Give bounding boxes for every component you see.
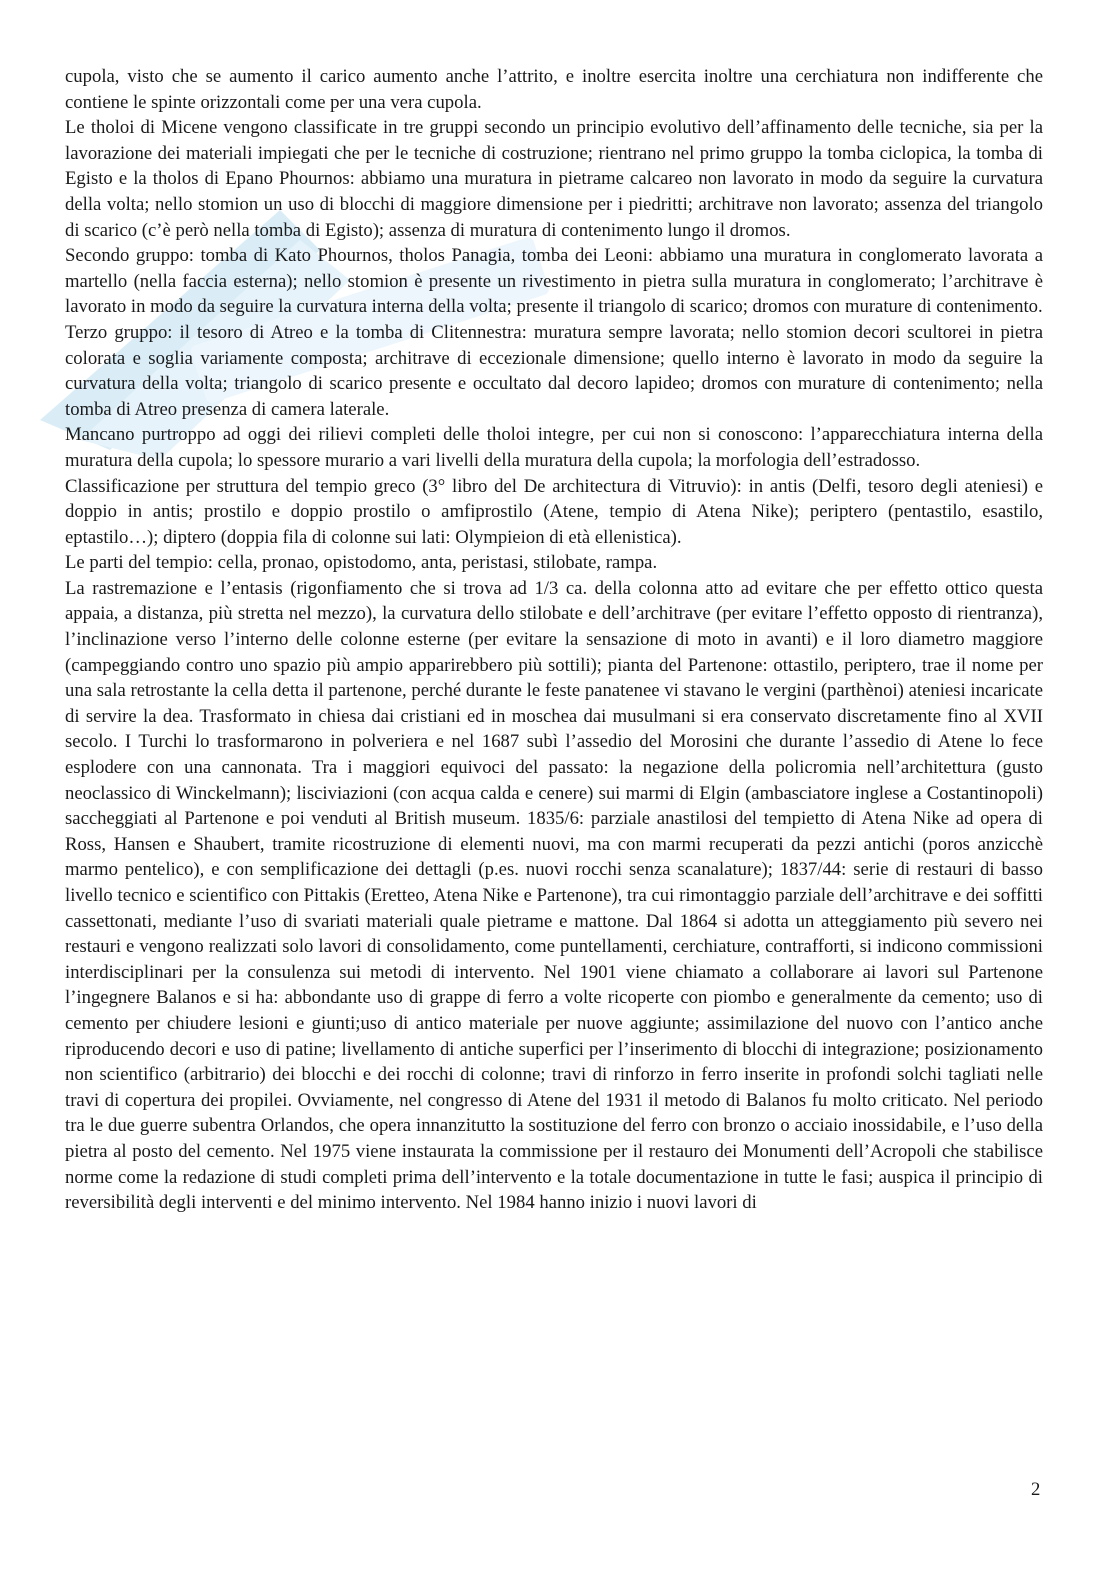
paragraph-cupola-continuation: cupola, visto che se aumento il carico aumento anche l’attrito, e inoltre esercita inoltre una cerchiatura non indifferente che contiene le spinte orizzontali come per una vera cupola. (65, 66, 1043, 113)
paragraph-terzo-gruppo: Terzo gruppo: il tesoro di Atreo e la tomba di Clitennestra: muratura sempre lavorata; nello stomion decori scultorei in pietra colorata e soglia variamente composta; architrave di eccezionale dimensione; quello interno è lavorato in modo da seguire la curvatura della volta; triangolo di scarico presente e occultato dal decoro lapideo; dromos con murature di contenimento; nella tomba di Atreo presenza di camera laterale. (65, 321, 1043, 420)
paragraph-partenone-restauri: La rastremazione e l’entasis (rigonfiamento che si trova ad 1/3 ca. della colonna atto ad evitare che per effetto ottico questa appaia, a distanza, più stretta nel mezzo), la curvatura dello stilobate e dell’architrave (per evitare l’effetto opposto di rientranza), l’inclinazione verso l’interno delle colonne esterne (per evitare la sensazione di moto in avanti) e il loro diametro maggiore (campeggiando contro uno spazio più ampio apparirebbero più sottili); pianta del Partenone: ottastilo, periptero, trae il nome per una sala retrostante la cella detta il partenone, perché durante le feste panatenee vi stavano le vergini (parthènoi) ateniesi incaricate di servire la dea. Trasformato in chiesa dai cristiani ed in moschea dai musulmani si era conservato discretamente fino al XVII secolo. I Turchi lo trasformarono in polveriera e nel 1687 subì l’assedio del Morosini che durante l’assedio di Atene lo fece esplodere con una cannonata. Tra i maggiori equivoci del passato: la negazione della policromia nell’architettura (gusto neoclassico di Winckelmann); lisciviazioni (con acqua calda e cenere) sui marmi di Elgin (ambasciatore inglese a Costantinopoli) saccheggiati al Partenone e poi venduti al British museum. 1835/6: parziale anastilosi del tempietto di Atena Nike ad opera di Ross, Hansen e Shaubert, tramite ricostruzione di elementi nuovi, ma con marmi recuperati da pezzi antichi (poros anzicchè marmo pentelico), e con semplificazione dei dettagli (p.es. nuovi rocchi senza scanalature); 1837/44: serie di restauri di basso livello tecnico e scientifico con Pittakis (Eretteo, Atena Nike e Partenone), tra cui rimontaggio parziale dell’architrave e dei soffitti cassettonati, mediante l’uso di svariati materiali quale pietrame e mattone. Dal 1864 si adotta un atteggiamento più severo nei restauri e vengono realizzati solo lavori di consolidamento, come puntellamenti, cerchiature, contrafforti, si indicono commissioni interdisciplinari per la consulenza sui metodi di intervento. Nel 1901 viene chiamato a collaborare ai lavori sul Partenone l’ingegnere Balanos e si ha: abbondante uso di grappe di ferro a volte ricoperte con piombo e generalmente da cemento; uso di cemento per chiudere lesioni e giunti;uso di antico materiale per nuove aggiunte; assimilazione del nuovo con l’antico anche riproducendo decori e uso di patine; livellamento di antiche superfici per l’inserimento di blocchi di integrazione; posizionamento non scientifico (arbitrario) dei blocchi e dei rocchi di colonne; travi di rinforzo in ferro inserite in profondi solchi tagliati nelle travi di copertura dei propilei. Ovviamente, nel congresso di Atene del 1931 il metodo di Balanos fu molto criticato. Nel periodo tra le due guerre subentra Orlandos, che opera innanzitutto la sostituzione del ferro con bronzo o acciaio inossidabile, e l’uso della pietra al posto del cemento. Nel 1975 viene instaurata la commissione per il restauro dei Monumenti dell’Acropoli che stabilisce norme come la redazione di studi completi prima dell’intervento e la totale documentazione in tutte le fasi; auspica il principio di reversibilità degli interventi e del minimo intervento. Nel 1984 hanno inizio i nuovi lavori di (65, 577, 1043, 1214)
page-number: 2 (1031, 1479, 1041, 1500)
paragraph-tholoi-micene: Le tholoi di Micene vengono classificate in tre gruppi secondo un principio evolutivo dell’affinamento delle tecniche, sia per la lavorazione dei materiali impiegati che per le tecniche di costruzione; rientrano nel primo gruppo la tomba ciclopica, la tomba di Egisto e la tholos di Epano Phournos: abbiamo una muratura in pietrame calcareo non lavorato in modo da seguire la curvatura della volta; nello stomion un uso di blocchi di maggiore dimensione per i piedritti; architrave non lavorato; assenza del triangolo di scarico (c’è però nella tomba di Egisto); assenza di muratura di contenimento lungo il dromos. (65, 117, 1043, 241)
paragraph-rilievi-tholoi: Mancano purtroppo ad oggi dei rilievi completi delle tholoi integre, per cui non si conoscono: l’apparecchiatura interna della muratura della cupola; lo spessore murario a vari livelli della muratura della cupola; la morfologia dell’estradosso. (65, 424, 1043, 471)
paragraph-parti-tempio: Le parti del tempio: cella, pronao, opistodomo, anta, peristasi, stilobate, rampa. (65, 552, 658, 574)
paragraph-secondo-gruppo: Secondo gruppo: tomba di Kato Phournos, tholos Panagia, tomba dei Leoni: abbiamo una muratura in conglomerato lavorata a martello (nella faccia esterna); nello stomion è presente un rivestimento in pietra sulla muratura in conglomerato; l’architrave è lavorato in modo da seguire la curvatura interna della volta; presente il triangolo di scarico; dromos con murature di contenimento. (65, 245, 1043, 318)
paragraph-classificazione-tempio: Classificazione per struttura del tempio greco (3° libro del De architectura di Vitruvio): in antis (Delfi, tesoro degli ateniesi) e doppio in antis; prostilo e doppio prostilo o amfiprostilo (Atene, tempio di Atena Nike); periptero (pentastilo, esastilo, eptastilo…); diptero (doppia fila di colonne sui lati: Olympieion di età ellenistica). (65, 475, 1043, 548)
document-body (65, 64, 1043, 1216)
